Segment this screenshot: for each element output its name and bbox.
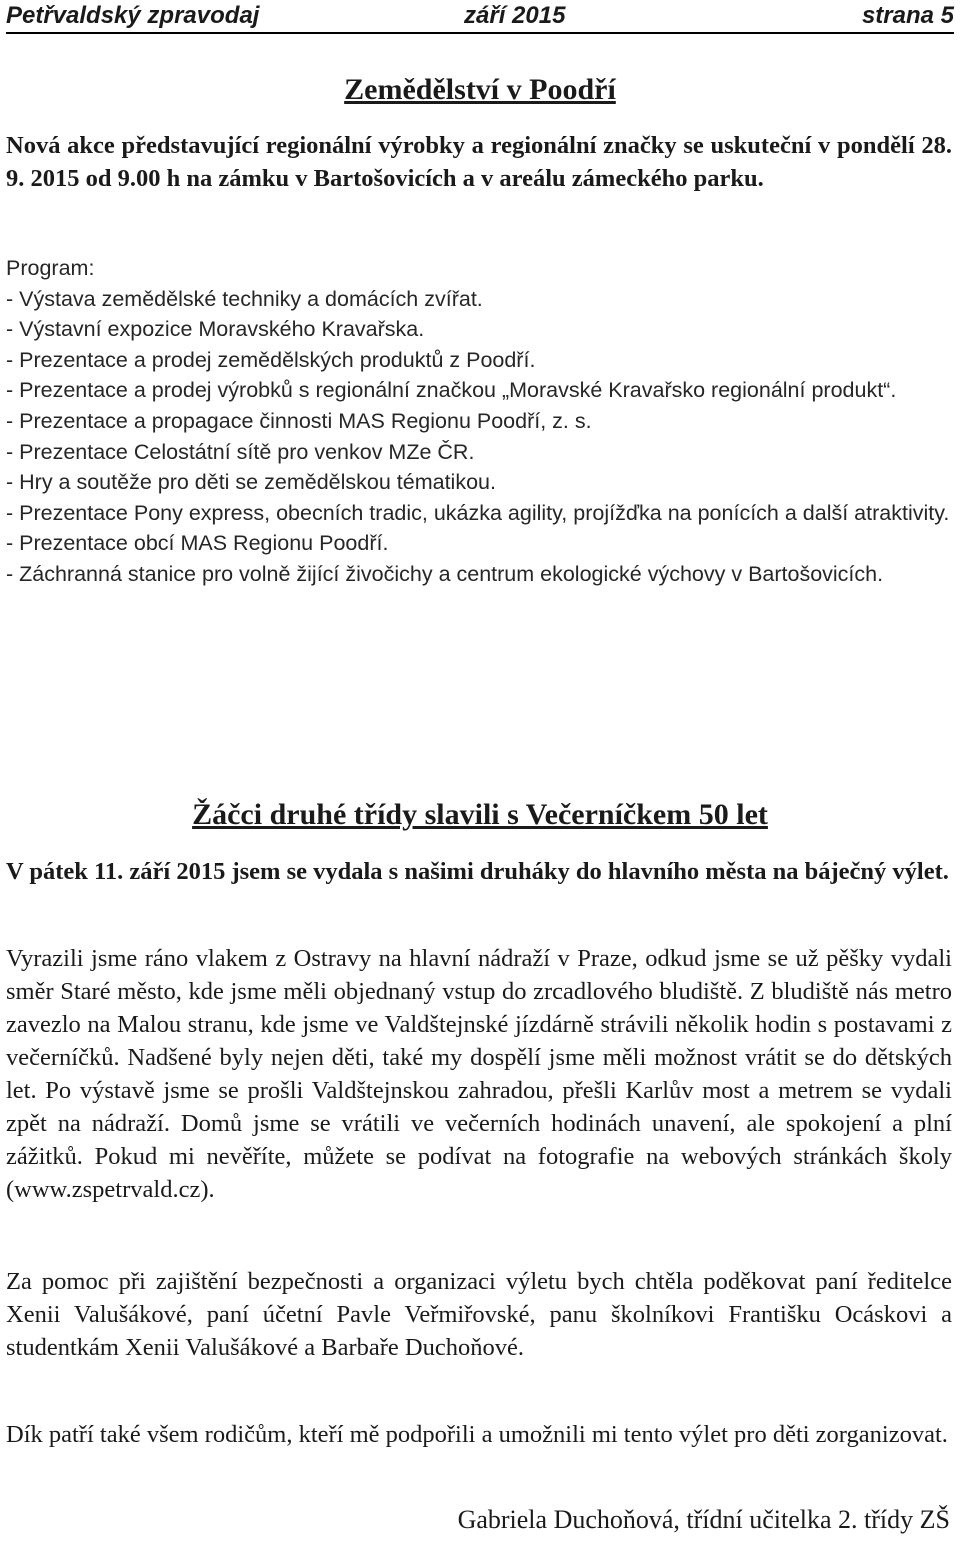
page-number: strana 5 xyxy=(861,2,954,29)
program-item: - Záchranná stanice pro volně žijící živočichy a centrum ekologické výchovy v Bartošovicích. xyxy=(6,561,884,586)
program-item: - Prezentace a prodej zemědělských produktů z Poodří. xyxy=(6,347,536,372)
article-title-agriculture: Zemědělství v Poodří xyxy=(344,73,616,106)
program-item: - Výstavní expozice Moravského Kravařska. xyxy=(6,317,425,342)
page-header xyxy=(6,0,954,34)
article-intro-agriculture: Nová akce představující regionální výrobky a regionální značky se uskuteční v pondělí 28. 9. 2015 od 9.00 h na zámku v Bartošovicích a v areálu zámeckého parku. xyxy=(6,132,952,192)
program-item: - Prezentace Pony express, obecních tradic, ukázka agility, projížďka na ponících a další atraktivity. xyxy=(6,500,950,525)
article-paragraph: Dík patří také všem rodičům, kteří mě podpořili a umožnili mi tento výlet pro děti zorganizovat. xyxy=(6,1421,948,1448)
article-intro-trip: V pátek 11. září 2015 jsem se vydala s našimi druháky do hlavního města na báječný výlet. xyxy=(6,858,949,885)
program-item: - Hry a soutěže pro děti se zemědělskou tématikou. xyxy=(6,470,496,495)
program-item: - Prezentace obcí MAS Regionu Poodří. xyxy=(6,531,389,556)
publication-name: Petřvaldský zpravodaj xyxy=(6,2,260,29)
program-item: - Prezentace a propagace činnosti MAS Regionu Poodří, z. s. xyxy=(6,408,592,433)
article-title-trip: Žáčci druhé třídy slavili s Večerníčkem 50 let xyxy=(192,798,768,831)
program-item: - Prezentace a prodej výrobků s regionální značkou „Moravské Kravařsko regionální produkt“. xyxy=(6,378,897,403)
issue-date: září 2015 xyxy=(464,2,566,29)
program-label: Program: xyxy=(6,256,95,280)
article-paragraph: Za pomoc při zajištění bezpečnosti a organizaci výletu bych chtěla poděkovat paní ředitelce Xenii Valušákové, paní účetní Pavle Veřmiřovské, panu školníkovi Františku Ocáskovi a studentkám Xenii Valušákové a Barbaře Duchoňové. xyxy=(6,1268,952,1361)
author-signature: Gabriela Duchoňová, třídní učitelka 2. třídy ZŠ xyxy=(457,1505,950,1534)
program-list xyxy=(6,253,952,590)
program-item: - Prezentace Celostátní sítě pro venkov MZe ČR. xyxy=(6,439,475,464)
program-item: - Výstava zemědělské techniky a domácích zvířat. xyxy=(6,286,483,311)
article-paragraph: Vyrazili jsme ráno vlakem z Ostravy na hlavní nádraží v Praze, odkud jsme se už pěšky vydali směr Staré město, kde jsme měli objednaný vstup do zrcadlového bludiště. Z bludiště nás metro zavezlo na Malou stranu, kde jsme ve Valdštejnské jízdárně strávili několik hodin s postavami z večerníčků. Nadšené byly nejen děti, také my dospělí jsme měli možnost vrátit se do dětských let. Po výstavě jsme se prošli Valdštejnskou zahradou, přešli Karlův most a metrem se vydali zpět na nádraží. Domů jsme se vrátili ve večerních hodinách unavení, ale spokojení a plní zážitků. Pokud mi nevěříte, můžete se podívat na fotografie na webových stránkách školy (www.zspetrvald.cz). xyxy=(6,945,952,1203)
